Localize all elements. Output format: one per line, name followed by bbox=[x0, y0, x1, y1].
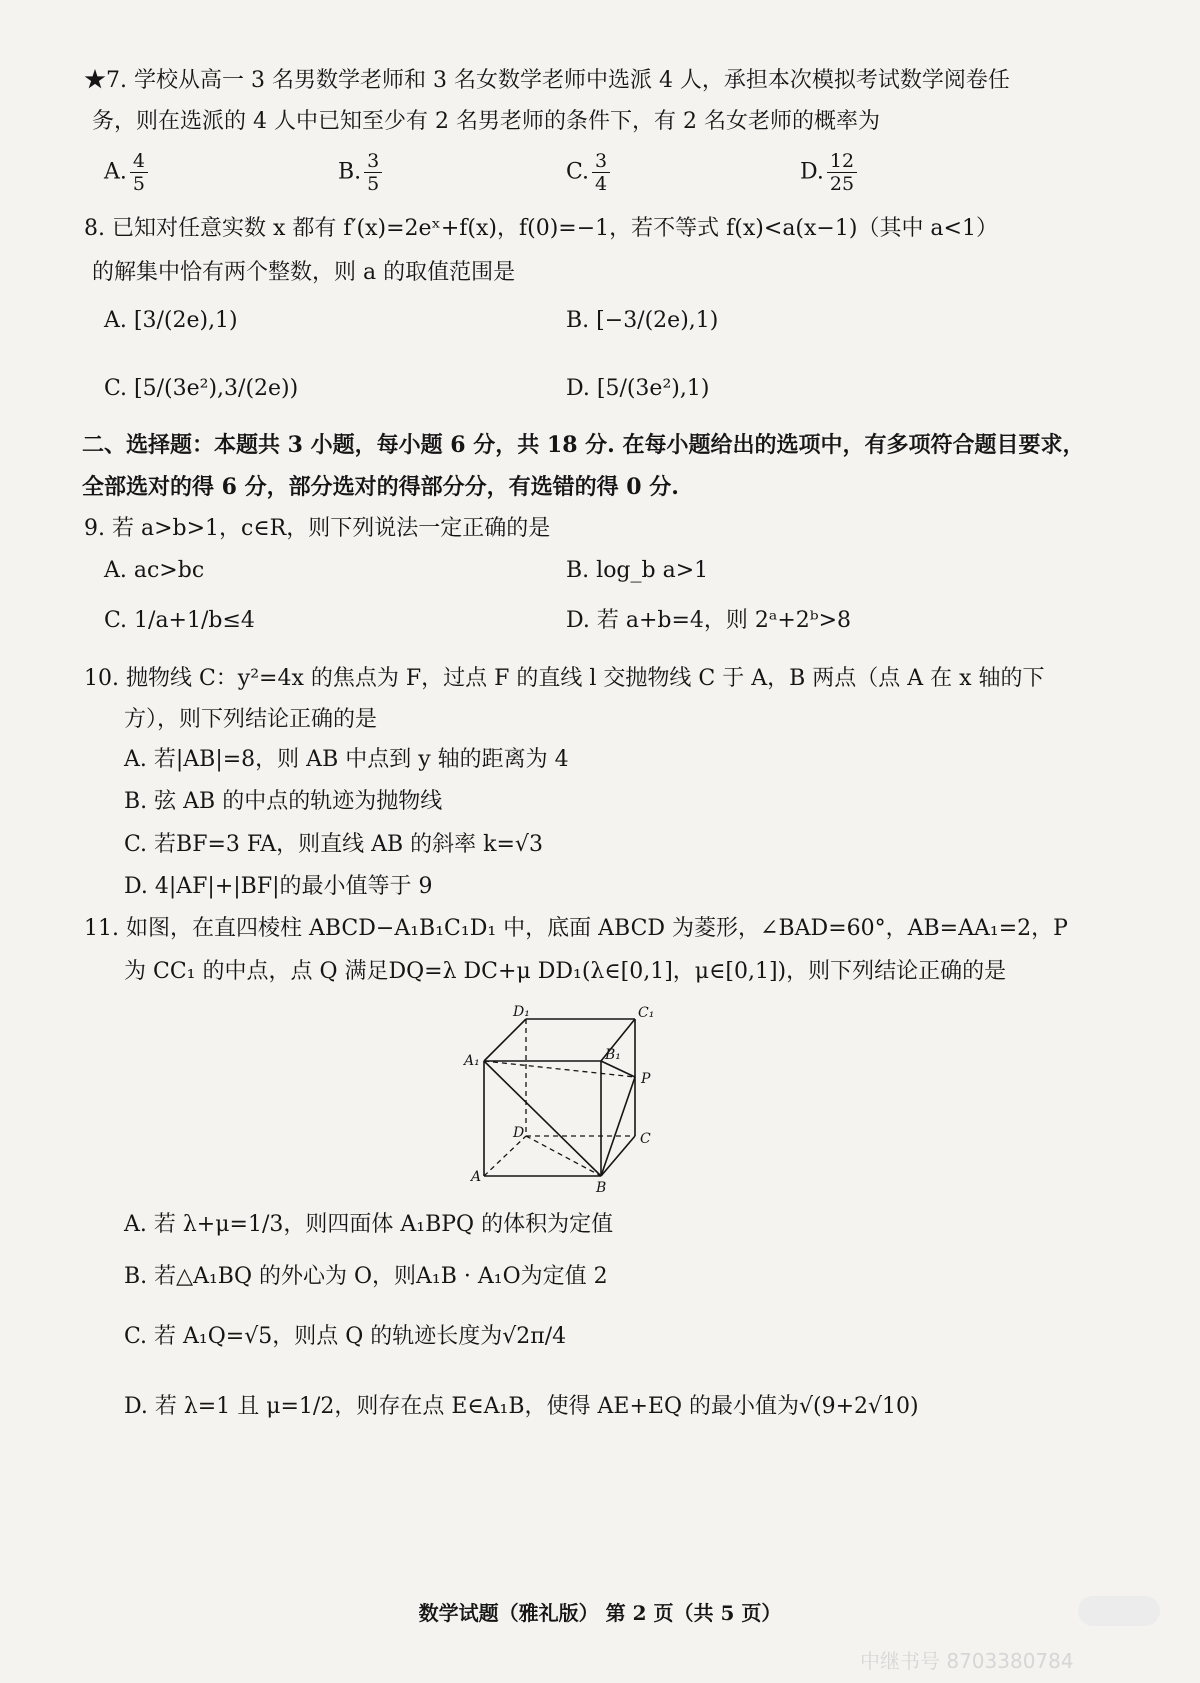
q8-line1: 8. 已知对任意实数 x 都有 f′(x)=2eˣ+f(x)，f(0)=−1，若不等式 f(x)<a(x−1)（其中 a<1） bbox=[84, 216, 998, 241]
q8-option-a-value: [3/(2e),1) bbox=[133, 308, 238, 333]
q8-option-a: A. [3/(2e),1) bbox=[104, 308, 238, 333]
q10-option-d: D. 4|AF|+|BF|的最小值等于 9 bbox=[124, 874, 433, 899]
q9-stem: 9. 若 a>b>1，c∈R，则下列说法一定正确的是 bbox=[84, 516, 551, 541]
q8-option-c: C. [5/(3e²),3/(2e)) bbox=[104, 376, 299, 401]
q10-line2: 方），则下列结论正确的是 bbox=[124, 707, 378, 732]
section2-line2: 全部选对的得 6 分，部分选对的得部分分，有选错的得 0 分. bbox=[82, 474, 679, 500]
label-d1: D₁ bbox=[513, 1005, 530, 1020]
segment-b1-p bbox=[601, 1061, 635, 1077]
q11-line1: 11. 如图，在直四棱柱 ABCD−A₁B₁C₁D₁ 中，底面 ABCD 为菱形，∠BAD=60°，AB=AA₁=2，P bbox=[84, 916, 1068, 941]
label-b: B bbox=[596, 1180, 607, 1195]
segment-a1-b bbox=[484, 1061, 601, 1176]
q11-option-b: B. 若△A₁BQ 的外心为 O，则A₁B · A₁O为定值 2 bbox=[124, 1264, 608, 1289]
label-c: C bbox=[640, 1131, 651, 1147]
q8-option-c-value: [5/(3e²),3/(2e)) bbox=[134, 376, 299, 401]
hidden-edge-d-b bbox=[526, 1136, 601, 1176]
q9-option-c: C. 1/a+1/b≤4 bbox=[104, 608, 255, 633]
label-a1: A₁ bbox=[464, 1053, 480, 1069]
watermark-logo bbox=[1078, 1596, 1160, 1626]
hidden-edge-a-d bbox=[484, 1136, 526, 1176]
q7-option-a: A. $\frac{4}{5}$ bbox=[104, 150, 151, 195]
q8-option-d: D. [5/(3e²),1) bbox=[566, 376, 710, 401]
watermark-text: 中继书号 8703380784 bbox=[860, 1649, 1074, 1673]
edge-a1-d1 bbox=[484, 1019, 526, 1061]
q9-option-b: B. log_b a>1 bbox=[566, 558, 709, 583]
q7-option-d: D. $\frac{12}{25}$ bbox=[800, 150, 860, 195]
q7-option-b: B. $\frac{3}{5}$ bbox=[338, 150, 385, 195]
q10-option-a: A. 若|AB|=8，则 AB 中点到 y 轴的距离为 4 bbox=[124, 747, 569, 772]
q9-option-d: D. 若 a+b=4，则 2ᵃ+2ᵇ>8 bbox=[566, 608, 852, 633]
label-p: P bbox=[641, 1071, 651, 1087]
q8-option-d-value: [5/(3e²),1) bbox=[596, 376, 710, 401]
q10-option-b: B. 弦 AB 的中点的轨迹为抛物线 bbox=[124, 789, 443, 814]
label-c1: C₁ bbox=[638, 1005, 655, 1021]
prism-figure bbox=[455, 1005, 685, 1195]
q7-option-c: C. $\frac{3}{4}$ bbox=[566, 150, 613, 195]
hidden-segment-a1-p bbox=[484, 1061, 635, 1077]
q10-option-c: C. 若BF=3 FA，则直线 AB 的斜率 k=√3 bbox=[124, 832, 543, 857]
label-a: A bbox=[471, 1169, 482, 1185]
q7-line1: ★7. 学校从高一 3 名男数学老师和 3 名女数学老师中选派 4 人，承担本次模拟考试数学阅卷任 bbox=[84, 68, 1010, 93]
label-b1: B₁ bbox=[605, 1047, 621, 1063]
segment-b-p bbox=[601, 1077, 635, 1176]
section2-line1: 二、选择题：本题共 3 小题，每小题 6 分，共 18 分. 在每小题给出的选项中，有多项符合题目要求， bbox=[82, 432, 1085, 458]
q11-option-c: C. 若 A₁Q=√5，则点 Q 的轨迹长度为√2π/4 bbox=[124, 1324, 567, 1349]
q8-option-b-value: [−3/(2e),1) bbox=[596, 308, 719, 333]
edge-b-c bbox=[601, 1136, 635, 1176]
q11-option-d: D. 若 λ=1 且 μ=1/2，则存在点 E∈A₁B，使得 AE+EQ 的最小值为√(9+2√10) bbox=[124, 1394, 919, 1419]
q11-option-a: A. 若 λ+μ=1/3，则四面体 A₁BPQ 的体积为定值 bbox=[124, 1212, 614, 1237]
q10-line1: 10. 抛物线 C：y²=4x 的焦点为 F，过点 F 的直线 l 交抛物线 C 于 A，B 两点（点 A 在 x 轴的下 bbox=[84, 666, 1045, 691]
page-footer: 数学试题（雅礼版） 第 2 页（共 5 页） bbox=[418, 1601, 782, 1625]
label-d: D bbox=[513, 1125, 525, 1141]
q7-line2: 务，则在选派的 4 人中已知至少有 2 名男老师的条件下，有 2 名女老师的概率为 bbox=[92, 109, 880, 134]
q9-option-a: A. ac>bc bbox=[104, 558, 205, 583]
q11-line2: 为 CC₁ 的中点，点 Q 满足DQ=λ DC+μ DD₁(λ∈[0,1]，μ∈[0,1])，则下列结论正确的是 bbox=[124, 959, 1007, 984]
q8-line2: 的解集中恰有两个整数，则 a 的取值范围是 bbox=[92, 260, 516, 285]
q8-option-b: B. [−3/(2e),1) bbox=[566, 308, 719, 333]
